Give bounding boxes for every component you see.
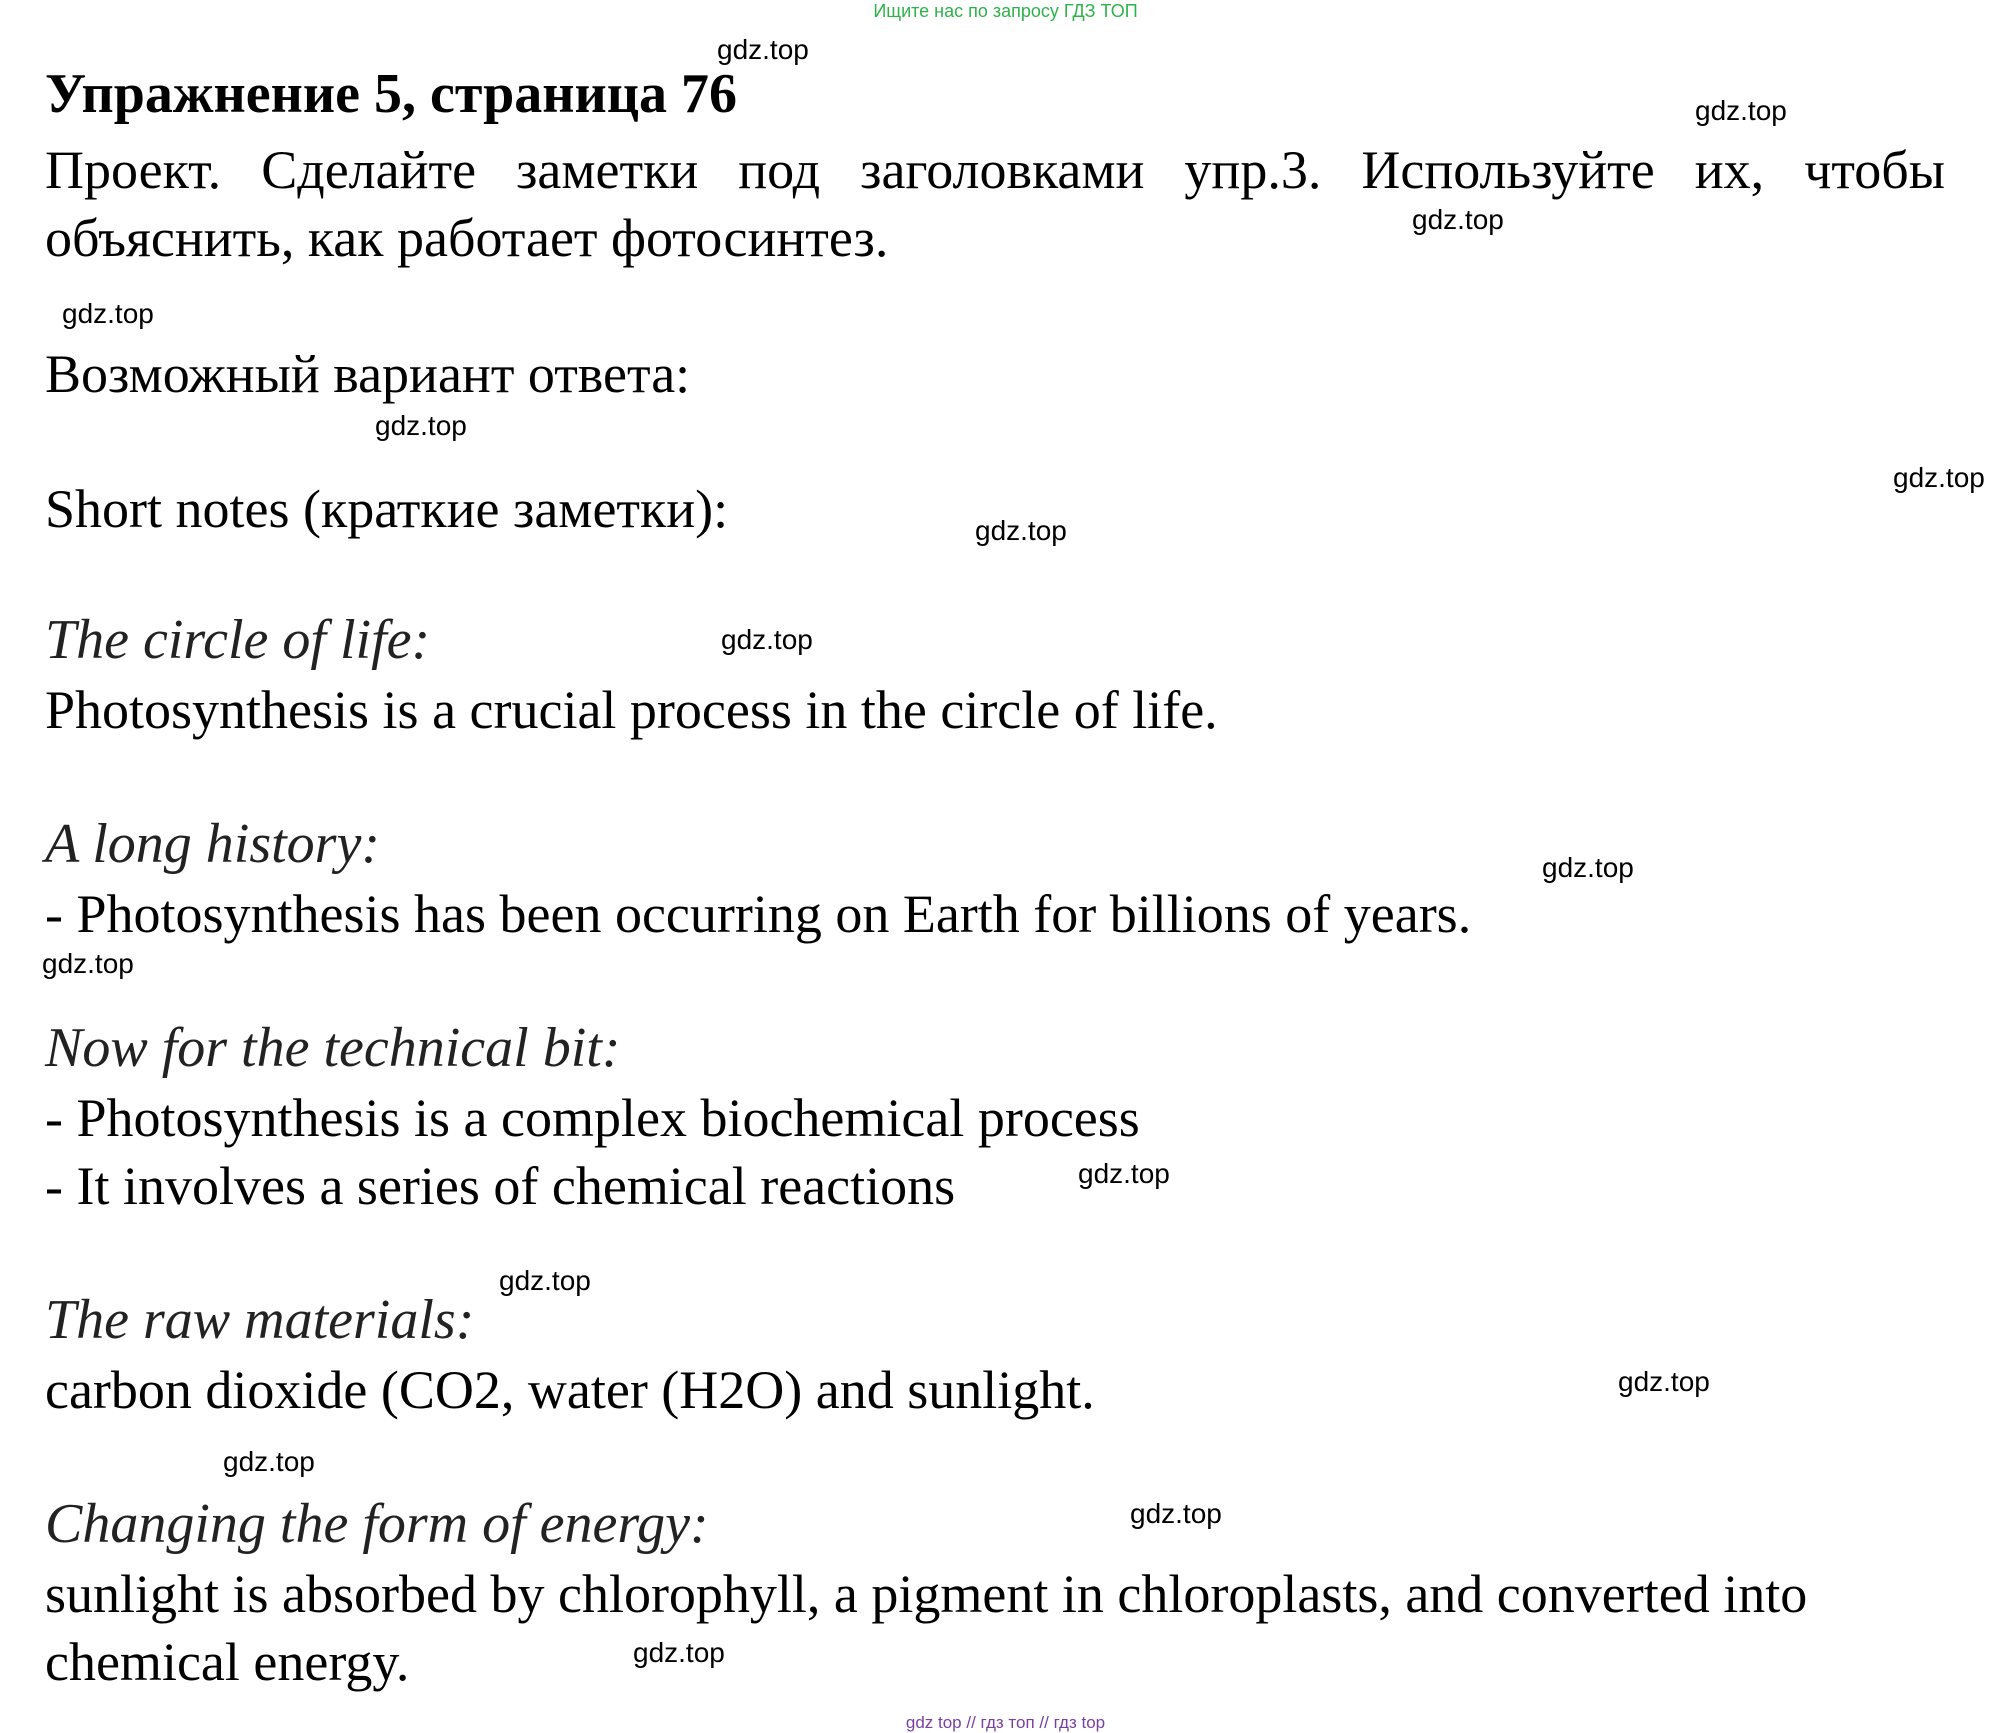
section-heading-technical-bit: Now for the technical bit: <box>45 1017 621 1079</box>
footer-separator: // <box>1039 1713 1049 1732</box>
section-line: - Photosynthesis is a complex biochemical process <box>45 1088 1140 1148</box>
footer-separator: // <box>966 1713 976 1732</box>
watermark: gdz.top <box>1542 852 1634 883</box>
footer-links <box>0 1713 2011 1733</box>
watermark: gdz.top <box>1412 204 1504 235</box>
task-text: Проект. Сделайте заметки под заголовками упр.3. Используйте их, чтобы объяснить, как работает фотосинтез. <box>45 140 1945 268</box>
section-line: chemical energy. <box>45 1632 410 1692</box>
section-heading-changing-energy: Changing the form of energy: <box>45 1493 709 1555</box>
section-line: - Photosynthesis has been occurring on Earth for billions of years. <box>45 884 1472 944</box>
watermark: gdz.top <box>1893 462 1985 493</box>
watermark: gdz.top <box>1618 1366 1710 1397</box>
footer-link[interactable]: gdz top <box>905 1713 962 1732</box>
footer-link[interactable]: гдз топ <box>980 1713 1035 1732</box>
section-line: - It involves a series of chemical reactions <box>45 1156 956 1216</box>
section-line: sunlight is absorbed by chlorophyll, a pigment in chloroplasts, and converted into <box>45 1564 1808 1624</box>
section-heading-long-history: A long history: <box>45 813 380 875</box>
watermark: gdz.top <box>721 624 813 655</box>
short-notes-label: Short notes (краткие заметки): <box>45 479 729 539</box>
watermark: gdz.top <box>1130 1498 1222 1529</box>
watermark: gdz.top <box>1695 95 1787 126</box>
answer-intro: Возможный вариант ответа: <box>45 344 691 404</box>
watermark: gdz.top <box>223 1446 315 1477</box>
watermark: gdz.top <box>499 1265 591 1296</box>
section-heading-circle-of-life: The circle of life: <box>45 609 431 671</box>
section-line: Photosynthesis is a crucial process in the circle of life. <box>45 680 1218 740</box>
watermark: gdz.top <box>975 515 1067 546</box>
section-heading-raw-materials: The raw materials: <box>45 1289 475 1351</box>
watermark: gdz.top <box>633 1637 725 1668</box>
top-banner[interactable]: Ищите нас по запросу ГДЗ ТОП <box>873 1 1138 21</box>
watermark: gdz.top <box>42 948 134 979</box>
footer-link[interactable]: гдз top <box>1053 1713 1106 1732</box>
page-title: Упражнение 5, страница 76 <box>45 63 738 125</box>
watermark: gdz.top <box>375 410 467 441</box>
section-line: carbon dioxide (CO2, water (H2O) and sunlight. <box>45 1360 1095 1420</box>
watermark: gdz.top <box>1078 1158 1170 1189</box>
watermark: gdz.top <box>717 34 809 65</box>
watermark: gdz.top <box>62 298 154 329</box>
